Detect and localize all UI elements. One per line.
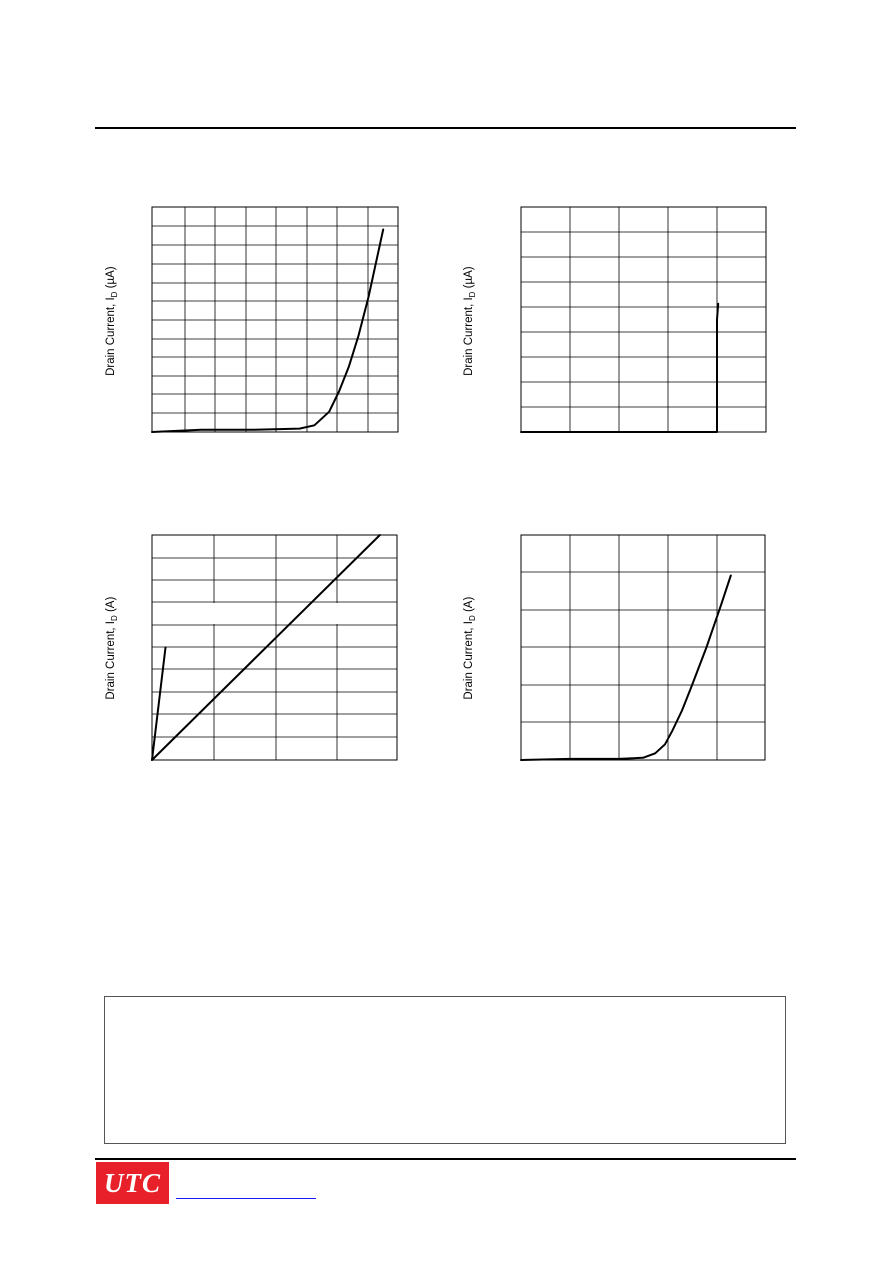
y-axis-label-text: Drain Current, I	[104, 621, 117, 700]
series-line-1	[152, 535, 380, 760]
y-axis-label-unit: (A)	[104, 596, 117, 616]
notice-box	[104, 996, 786, 1144]
chart-drain-current-a-1	[152, 535, 397, 760]
plot-frame	[521, 535, 765, 760]
y-axis-label-unit: (µA)	[104, 266, 117, 292]
plot-frame	[152, 535, 397, 760]
label-mask-left	[166, 603, 230, 624]
label-mask-right	[329, 603, 395, 624]
website-link[interactable]	[176, 1188, 316, 1199]
y-axis-label	[463, 261, 477, 381]
y-axis-label-subscript: D	[110, 291, 120, 298]
utc-logo-text: UTC	[104, 1167, 161, 1198]
y-axis-label-unit: (A)	[462, 596, 475, 616]
y-axis-label-text: Drain Current, I	[104, 297, 117, 376]
y-axis-label-unit: (µA)	[462, 266, 475, 292]
y-axis-label-subscript: D	[110, 615, 120, 622]
footer-rule	[95, 1158, 796, 1160]
series-line-1	[521, 304, 718, 432]
y-axis-label-text: Drain Current, I	[462, 621, 475, 700]
plot-frame	[521, 207, 766, 432]
y-axis-label	[105, 588, 119, 708]
y-axis-label-text: Drain Current, I	[462, 297, 475, 376]
chart-drain-current-ua-2	[521, 207, 766, 432]
y-axis-label-subscript: D	[468, 291, 478, 298]
chart-drain-current-ua-1	[152, 207, 398, 432]
plot-frame	[152, 207, 398, 432]
y-axis-label	[463, 588, 477, 708]
series-line-2	[152, 648, 166, 761]
series-line-1	[521, 576, 731, 761]
y-axis-label	[105, 261, 119, 381]
y-axis-label-subscript: D	[468, 615, 478, 622]
chart-drain-current-a-2	[521, 535, 765, 760]
utc-logo	[96, 1162, 169, 1204]
series-line-1	[152, 230, 383, 433]
